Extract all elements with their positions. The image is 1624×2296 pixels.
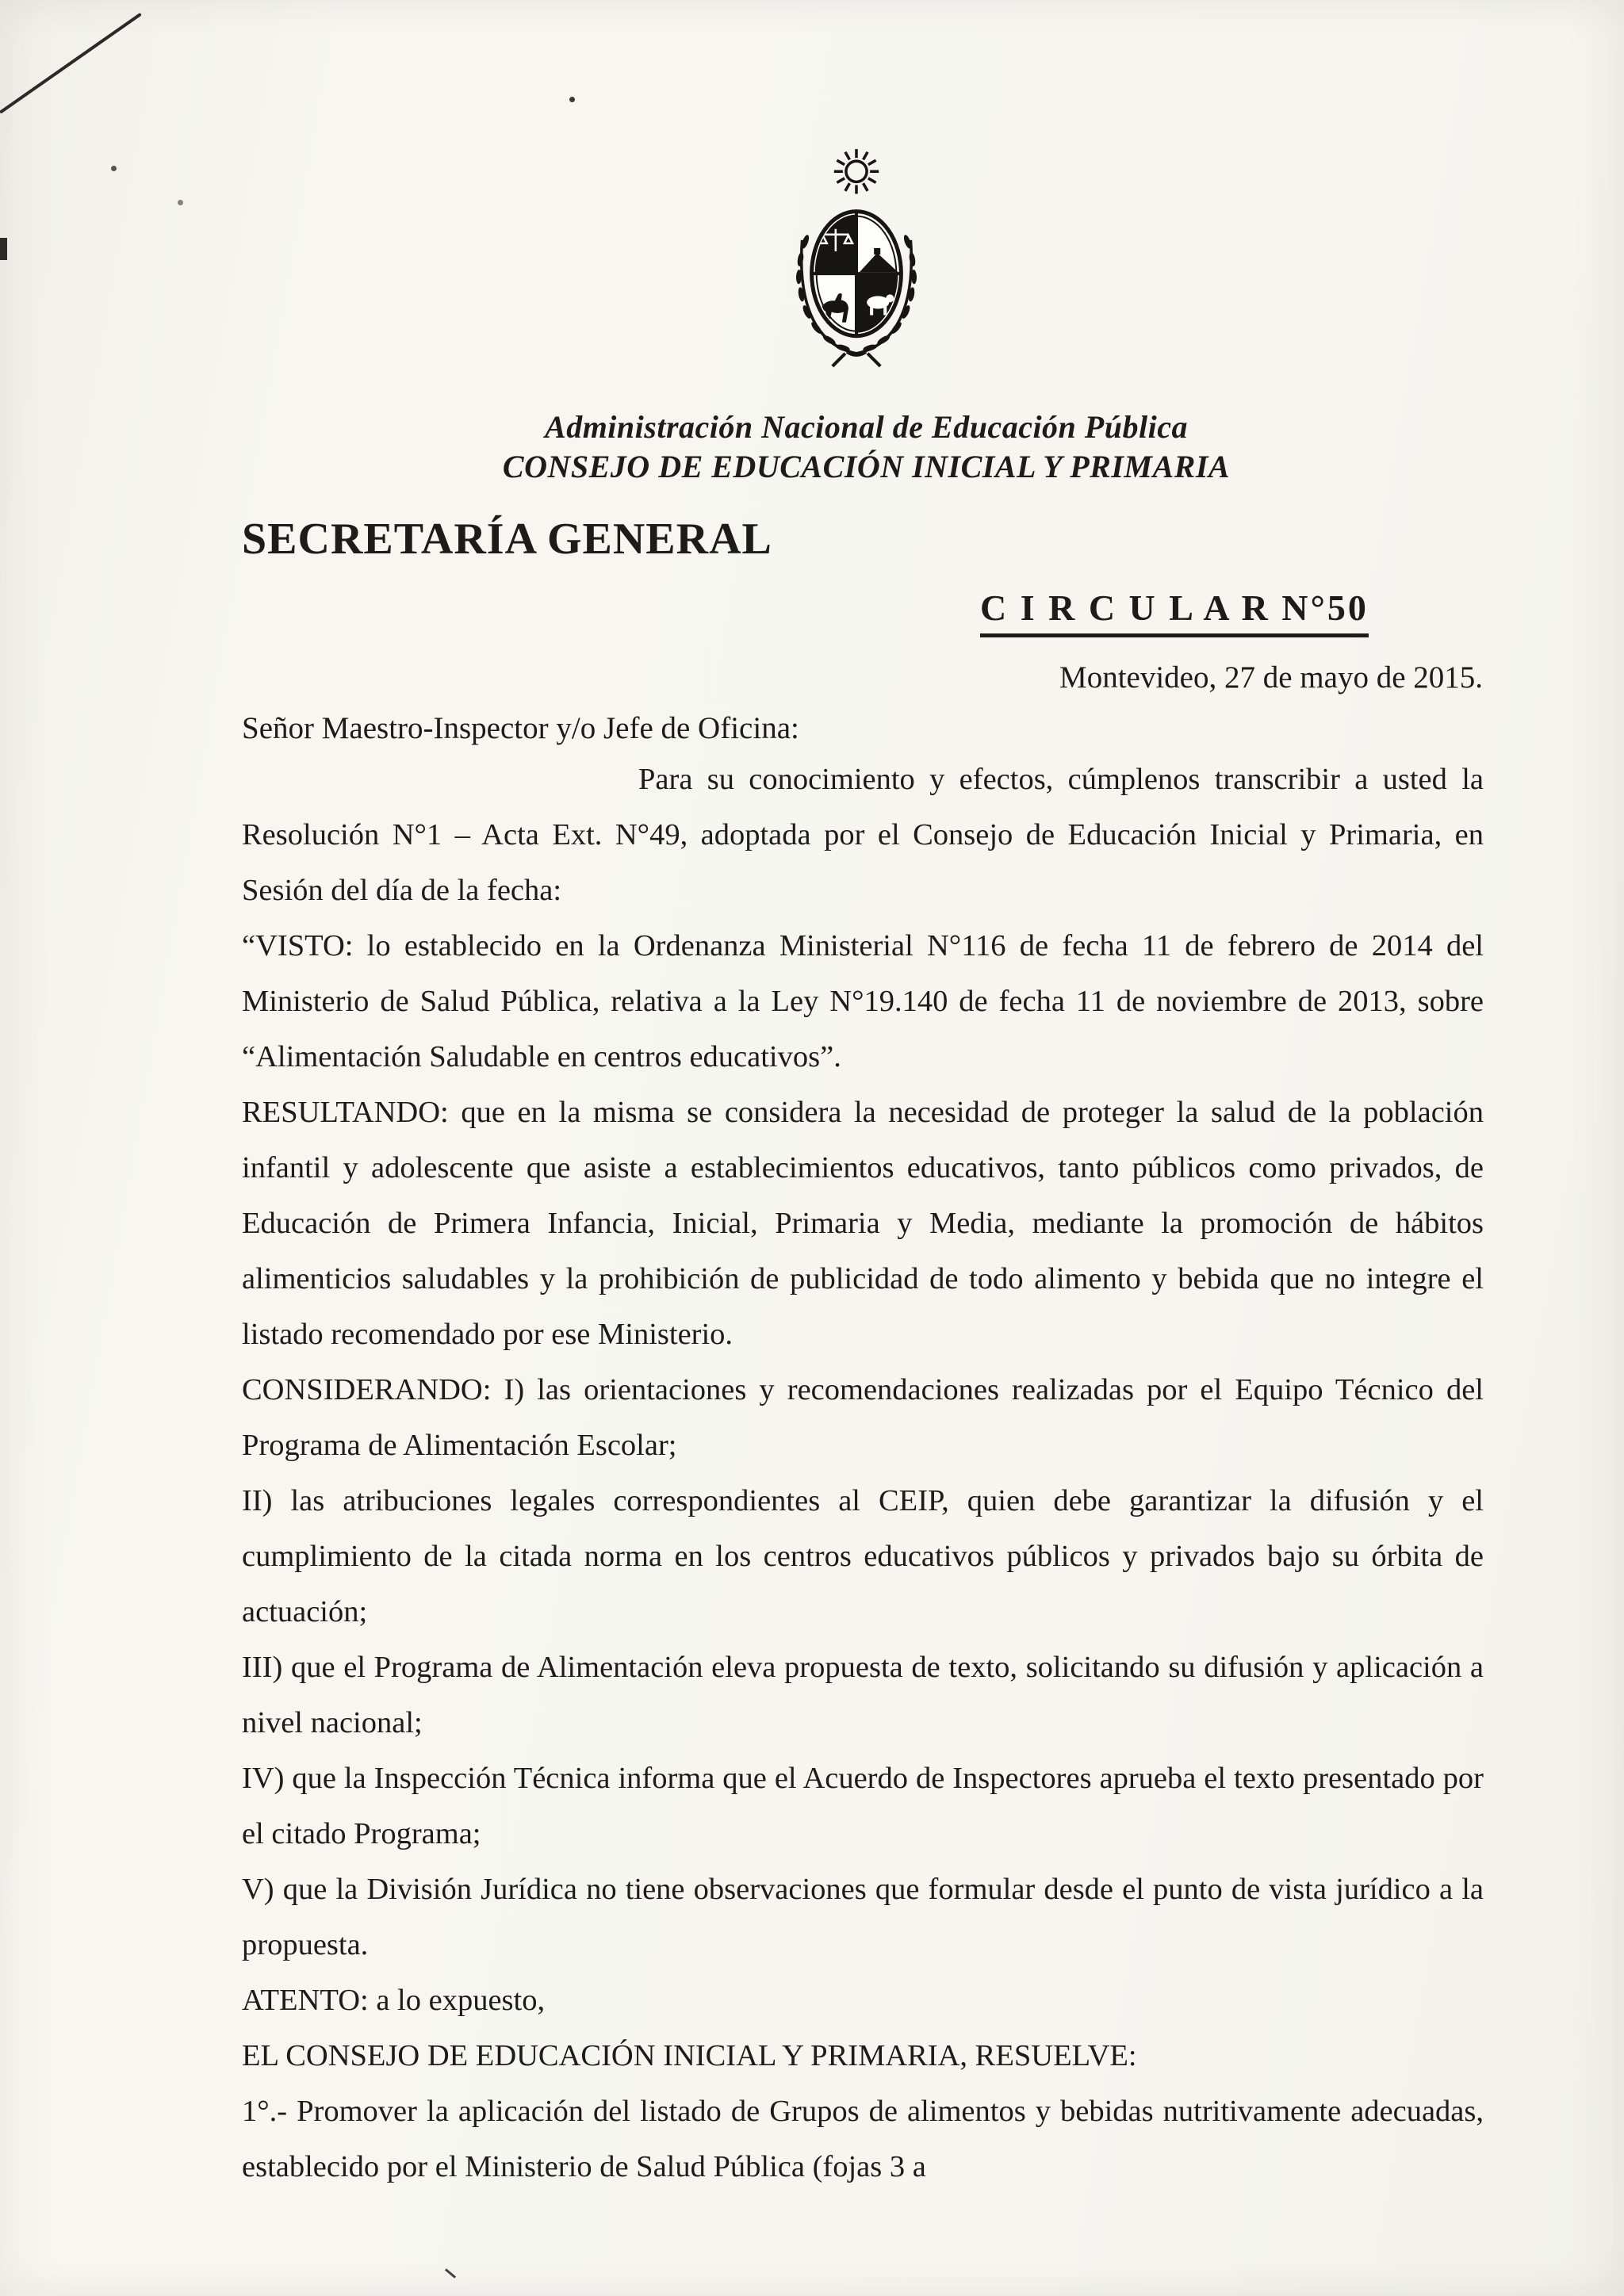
scan-artifact-dot	[569, 97, 575, 102]
salutation: Señor Maestro-Inspector y/o Jefe de Oficina:	[242, 711, 799, 745]
paragraph-resultando: RESULTANDO: que en la misma se considera la necesidad de proteger la salud de la población infantil y adolescente que asiste a establecimientos educativos, tanto públicos como privados, de Educación de Primera Infancia, Inicial, Primaria y Media, mediante la promoción de hábitos alimenticios saludables y la prohibición de publicidad de todo alimento y bebida que no integre el listado recomendado por ese Ministerio.	[242, 1096, 1484, 1351]
paragraph-considerando-5: V) que la División Jurídica no tiene observaciones que formular desde el punto de vista jurídico a la propuesta.	[242, 1873, 1484, 1961]
scan-artifact-dot	[178, 200, 183, 205]
paragraph-considerando-4: IV) que la Inspección Técnica informa que el Acuerdo de Inspectores aprueba el texto presentado por el citado Programa;	[242, 1762, 1484, 1850]
paragraph-resuelve: EL CONSEJO DE EDUCACIÓN INICIAL Y PRIMARIA, RESUELVE:	[242, 2039, 1137, 2072]
ribbon	[833, 352, 880, 366]
sun-rays	[834, 149, 879, 193]
paragraph-atento: ATENTO: a lo expuesto,	[242, 1984, 546, 2017]
council-name: CONSEJO DE EDUCACIÓN INICIAL Y PRIMARIA	[502, 449, 1231, 484]
paragraph-intro: Para su conocimiento y efectos, cúmplenos transcribir a usted la Resolución N°1 – Acta Ext. N°49, adoptada por el Consejo de Educación Inicial y Primaria, en Sesión del día de la fecha:	[242, 763, 1484, 907]
paragraph-visto: “VISTO: lo establecido en la Ordenanza Ministerial N°116 de fecha 11 de febrero de 2014 del Ministerio de Salud Pública, relativa a la Ley N°19.140 de fecha 11 de noviembre de 2013, sobre “Alimentación Saludable en centros educativos”.	[242, 929, 1484, 1073]
organization-header	[333, 408, 1400, 487]
office-title: SECRETARÍA GENERAL	[242, 515, 772, 564]
paragraph-considerando-1: CONSIDERANDO: I) las orientaciones y recomendaciones realizadas por el Equipo Técnico del Programa de Alimentación Escolar;	[242, 1373, 1484, 1462]
circular-number-title: C I R C U L A R N°50	[980, 587, 1369, 637]
paragraph-considerando-3: III) que el Programa de Alimentación eleva propuesta de texto, solicitando su difusión y aplicación a nivel nacional;	[242, 1651, 1484, 1739]
org-name: Administración Nacional de Educación Pública	[545, 409, 1188, 445]
dateline: Montevideo, 27 de mayo de 2015.	[1059, 660, 1483, 695]
scan-artifact-bottom-mark	[445, 2268, 456, 2279]
scan-artifact-dot	[111, 166, 117, 171]
document-body	[242, 752, 1484, 2195]
paragraph-resolucion-1: 1°.- Promover la aplicación del listado de Grupos de alimentos y bebidas nutritivamente adecuadas, establecido por el Ministerio de Salud Pública (fojas 3 a	[242, 2095, 1484, 2183]
paragraph-considerando-2: II) las atribuciones legales correspondientes al CEIP, quien debe garantizar la difusión y el cumplimiento de la citada norma en los centros educativos públicos y privados bajo su órbita de actuación;	[242, 1484, 1484, 1628]
uruguay-coat-of-arms-icon	[766, 140, 947, 371]
scan-artifact-edge-mark	[0, 238, 7, 260]
scan-artifact-diagonal-line	[0, 13, 142, 114]
